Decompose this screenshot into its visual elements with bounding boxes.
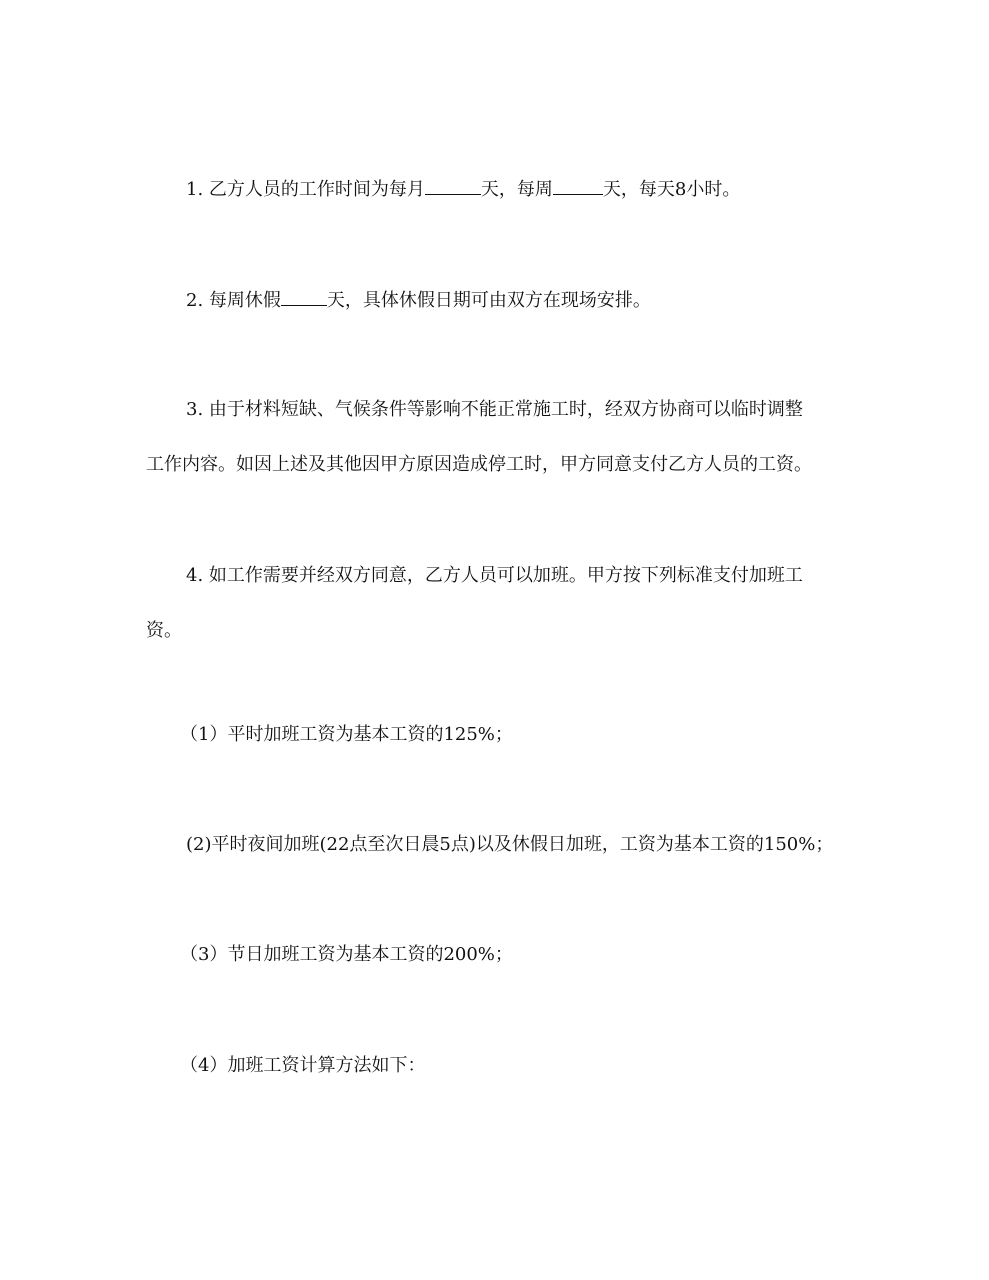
overtime-item-2: (2)平时夜间加班(22点至次日晨5点)以及休假日加班，工资为基本工资的150%； [186, 834, 834, 855]
clause-3-line-1: 3. 由于材料短缺、气候条件等影响不能正常施工时，经双方协商可以临时调整 [186, 399, 803, 420]
clause-1-text-b: 天，每周 [480, 179, 553, 200]
clause-3-line-2: 工作内容。如因上述及其他因甲方原因造成停工时，甲方同意支付乙方人员的工资。 [146, 454, 812, 475]
clause-1-line [186, 176, 740, 202]
clause-2-line [186, 287, 651, 313]
clause-2-text-b: 天，具体休假日期可由双方在现场安排。 [326, 290, 651, 311]
blank-days-per-month [425, 176, 481, 195]
clause-1-text-a: 1. 乙方人员的工作时间为每月 [186, 179, 425, 200]
blank-days-per-week [553, 176, 603, 195]
clause-2-text-a: 2. 每周休假 [186, 290, 281, 311]
overtime-item-3: （3）节日加班工资为基本工资的200%； [180, 944, 513, 965]
clause-1-text-c: 天，每天8小时。 [602, 179, 741, 200]
blank-rest-days [281, 287, 327, 306]
overtime-item-4: （4）加班工资计算方法如下： [180, 1055, 426, 1076]
clause-4-line-2: 资。 [146, 620, 182, 641]
overtime-item-1: （1）平时加班工资为基本工资的125%； [180, 724, 513, 745]
clause-4-line-1: 4. 如工作需要并经双方同意，乙方人员可以加班。甲方按下列标准支付加班工 [186, 565, 803, 586]
